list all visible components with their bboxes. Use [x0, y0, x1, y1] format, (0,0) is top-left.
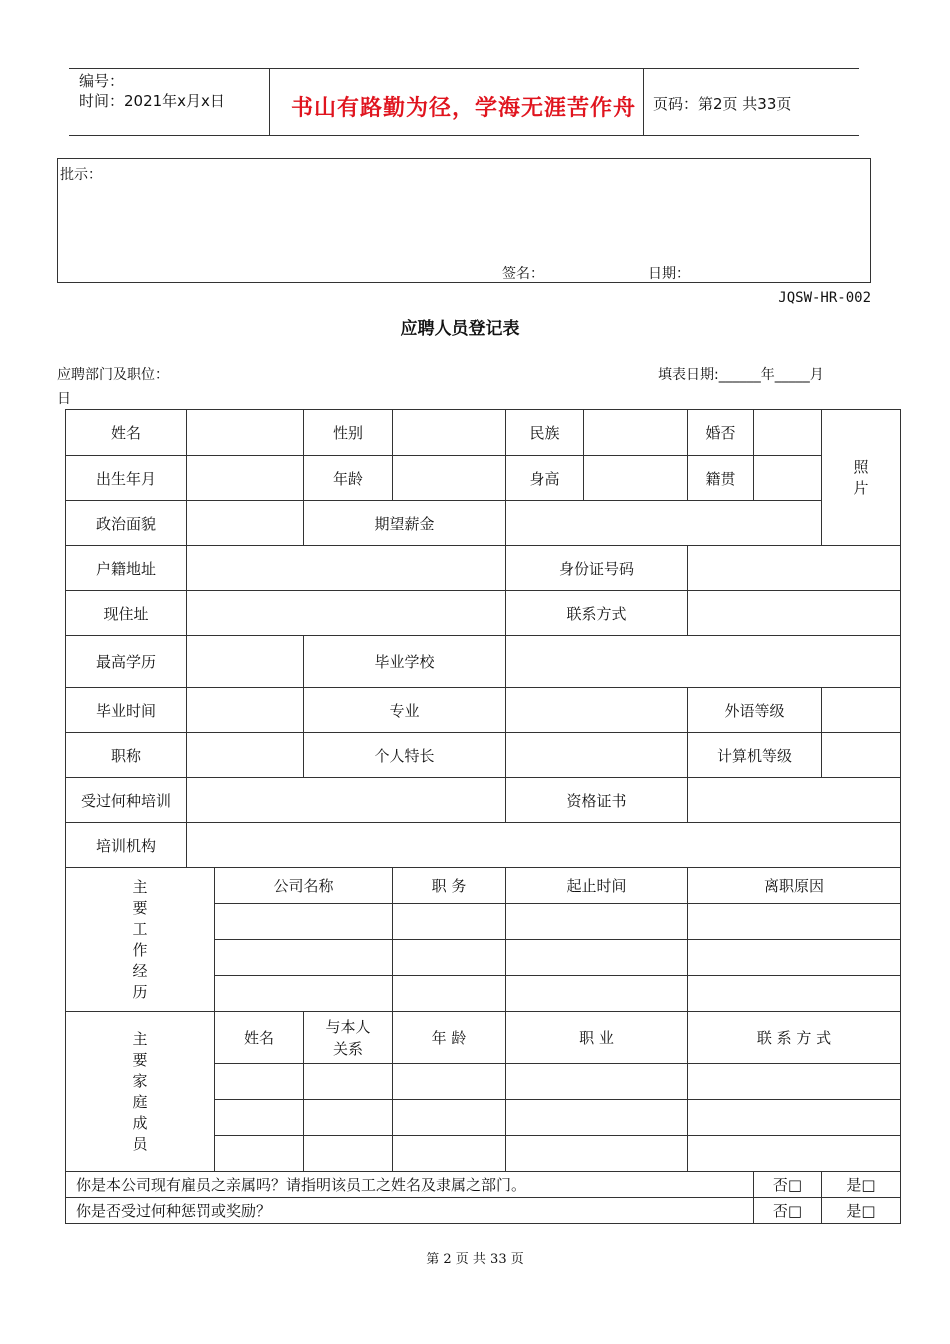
political-field[interactable]: [187, 501, 304, 546]
header-bottom-rule: [69, 135, 859, 136]
page-title: 应聘人员登记表: [400, 319, 520, 339]
work-experience-section: [66, 868, 215, 1012]
name-field[interactable]: [187, 410, 304, 456]
family-header-occupation: 职 业: [506, 1012, 688, 1064]
height-label: 身高: [506, 456, 584, 501]
remark-box[interactable]: [57, 158, 871, 283]
family-label: 主要家庭成员: [132, 1029, 148, 1153]
page-label: 页码：第2页 共33页: [653, 95, 792, 113]
family-contact-field[interactable]: [688, 1136, 901, 1172]
work-position-field[interactable]: [393, 940, 506, 976]
sign-label: 签名：: [502, 266, 544, 282]
household-address-label: 户籍地址: [66, 546, 187, 591]
family-relation-field[interactable]: [304, 1100, 393, 1136]
certificate-field[interactable]: [688, 778, 901, 823]
height-field[interactable]: [584, 456, 688, 501]
graduation-time-field[interactable]: [187, 688, 304, 733]
political-label: 政治面貌: [66, 501, 187, 546]
training-field[interactable]: [187, 778, 506, 823]
major-label: 专业: [304, 688, 506, 733]
header-top-rule: [69, 68, 859, 69]
name-label: 姓名: [66, 410, 187, 456]
family-occupation-field[interactable]: [506, 1136, 688, 1172]
age-label: 年龄: [304, 456, 393, 501]
school-field[interactable]: [506, 636, 901, 688]
work-header-period: 起止时间: [506, 868, 688, 904]
family-age-field[interactable]: [393, 1100, 506, 1136]
specialty-field[interactable]: [506, 733, 688, 778]
family-name-field[interactable]: [215, 1064, 304, 1100]
work-period-field[interactable]: [506, 904, 688, 940]
family-header-name: 姓名: [215, 1012, 304, 1064]
birth-label: 出生年月: [66, 456, 187, 501]
family-relation-field[interactable]: [304, 1136, 393, 1172]
native-place-field[interactable]: [754, 456, 822, 501]
computer-level-label: 计算机等级: [688, 733, 822, 778]
gender-field[interactable]: [393, 410, 506, 456]
family-header-relation: [304, 1012, 393, 1064]
question-discipline: 你是否受过何种惩罚或奖励？: [66, 1198, 754, 1224]
photo-cell[interactable]: [822, 410, 901, 546]
contact-field[interactable]: [688, 591, 901, 636]
current-address-field[interactable]: [187, 591, 506, 636]
applied-position-label: 应聘部门及职位：: [57, 367, 169, 383]
time-label: 时间：2021年x月x日: [79, 92, 225, 110]
major-field[interactable]: [506, 688, 688, 733]
marital-field[interactable]: [754, 410, 822, 456]
question-discipline-yes[interactable]: 是□: [822, 1198, 901, 1224]
family-age-field[interactable]: [393, 1136, 506, 1172]
family-header-relation-text: 与本人关系: [325, 1017, 371, 1058]
date-label: 日期：: [648, 266, 690, 282]
question-discipline-no[interactable]: 否□: [754, 1198, 822, 1224]
training-org-field[interactable]: [187, 823, 901, 868]
family-header-age: 年 龄: [393, 1012, 506, 1064]
family-section: [66, 1012, 215, 1172]
age-field[interactable]: [393, 456, 506, 501]
work-reason-field[interactable]: [688, 904, 901, 940]
marital-label: 婚否: [688, 410, 754, 456]
contact-label: 联系方式: [506, 591, 688, 636]
photo-label: 照片: [853, 457, 869, 497]
header-divider-left: [269, 68, 270, 136]
language-level-field[interactable]: [822, 688, 901, 733]
family-header-contact: 联 系 方 式: [688, 1012, 901, 1064]
number-label: 编号：: [79, 72, 125, 90]
expected-salary-field[interactable]: [506, 501, 822, 546]
page-footer: 第 2 页 共 33 页: [426, 1252, 524, 1267]
certificate-label: 资格证书: [506, 778, 688, 823]
motto: 书山有路勤为径，学海无涯苦作舟: [291, 96, 637, 121]
doc-code: JQSW-HR-002: [778, 290, 871, 306]
current-address-label: 现住址: [66, 591, 187, 636]
family-name-field[interactable]: [215, 1100, 304, 1136]
education-field[interactable]: [187, 636, 304, 688]
work-company-field[interactable]: [215, 940, 393, 976]
education-label: 最高学历: [66, 636, 187, 688]
ethnicity-field[interactable]: [584, 410, 688, 456]
work-reason-field[interactable]: [688, 976, 901, 1012]
id-number-label: 身份证号码: [506, 546, 688, 591]
registration-form: [65, 409, 901, 1224]
work-company-field[interactable]: [215, 904, 393, 940]
household-address-field[interactable]: [187, 546, 506, 591]
family-contact-field[interactable]: [688, 1100, 901, 1136]
family-occupation-field[interactable]: [506, 1100, 688, 1136]
question-relative: 你是本公司现有雇员之亲属吗？请指明该员工之姓名及隶属之部门。: [66, 1172, 754, 1198]
header-divider-right: [643, 68, 644, 136]
work-position-field[interactable]: [393, 976, 506, 1012]
work-experience-label: 主要工作经历: [132, 877, 148, 1001]
work-header-reason: 离职原因: [688, 868, 901, 904]
family-name-field[interactable]: [215, 1136, 304, 1172]
ethnicity-label: 民族: [506, 410, 584, 456]
work-period-field[interactable]: [506, 976, 688, 1012]
fill-date-day: 日: [57, 391, 71, 407]
title-rank-field[interactable]: [187, 733, 304, 778]
question-relative-no[interactable]: 否□: [754, 1172, 822, 1198]
fill-date-label: 填表日期:______年_____月: [658, 367, 824, 383]
specialty-label: 个人特长: [304, 733, 506, 778]
work-company-field[interactable]: [215, 976, 393, 1012]
work-header-company: 公司名称: [215, 868, 393, 904]
family-age-field[interactable]: [393, 1064, 506, 1100]
expected-salary-label: 期望薪金: [304, 501, 506, 546]
family-occupation-field[interactable]: [506, 1064, 688, 1100]
computer-level-field[interactable]: [822, 733, 901, 778]
native-place-label: 籍贯: [688, 456, 754, 501]
training-label: 受过何种培训: [66, 778, 187, 823]
family-relation-field[interactable]: [304, 1064, 393, 1100]
id-number-field[interactable]: [688, 546, 901, 591]
birth-field[interactable]: [187, 456, 304, 501]
family-contact-field[interactable]: [688, 1064, 901, 1100]
graduation-time-label: 毕业时间: [66, 688, 187, 733]
work-reason-field[interactable]: [688, 940, 901, 976]
remark-label: 批示：: [60, 167, 102, 183]
work-header-position: 职 务: [393, 868, 506, 904]
title-rank-label: 职称: [66, 733, 187, 778]
work-position-field[interactable]: [393, 904, 506, 940]
training-org-label: 培训机构: [66, 823, 187, 868]
question-relative-yes[interactable]: 是□: [822, 1172, 901, 1198]
language-level-label: 外语等级: [688, 688, 822, 733]
work-period-field[interactable]: [506, 940, 688, 976]
gender-label: 性别: [304, 410, 393, 456]
school-label: 毕业学校: [304, 636, 506, 688]
